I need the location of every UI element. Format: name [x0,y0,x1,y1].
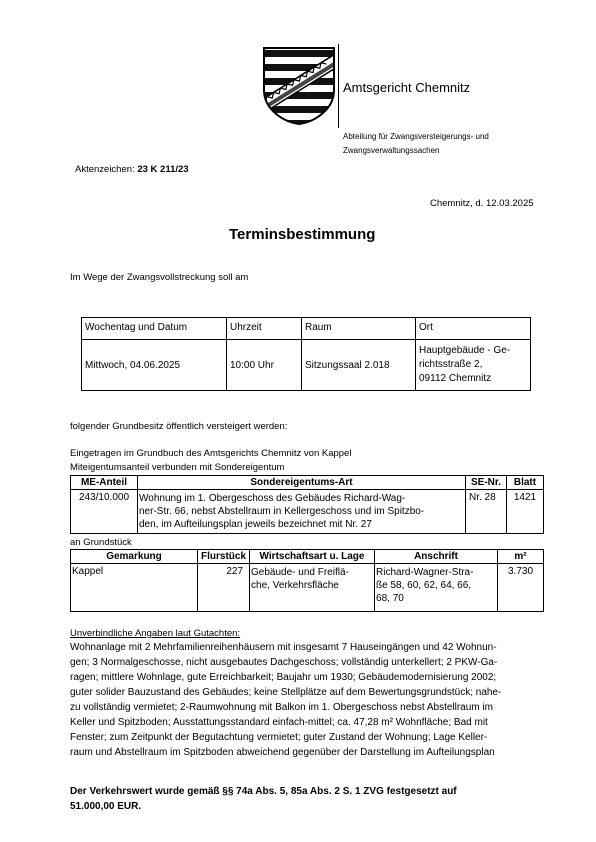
land-header-area: m² [498,550,544,564]
land-use [250,564,375,612]
ownership-table [70,475,544,534]
appraisal-line: zu vollständig vermietet; 2-Raumwohnung mit Balkon im 1. Obergeschoss nebst Abstellraum im [70,702,493,713]
valuation-line: Der Verkehrswert wurde gemäß §§ 74a Abs. 5, 85a Abs. 2 S. 1 ZVG festgesetzt auf [70,786,457,797]
place-date: Chemnitz, d. 12.03.2025 [430,198,534,209]
appointment-place [416,340,531,391]
ownership-type [138,490,466,534]
valuation-amount: 51.000,00 EUR. [70,801,142,812]
appointment-place-line: 09112 Chemnitz [419,373,492,384]
ownership-share: 243/10.000 [71,490,138,534]
ownership-sheet: 1421 [507,490,544,534]
appointment-place-line: richtsstraße 2, [419,359,483,370]
appointment-date: Mittwoch, 04.06.2025 [82,340,227,391]
land-address-line: ße 58, 60, 62, 64, 66, [376,580,472,591]
appointment-place-line: Hauptgebäude - Ge- [419,345,511,356]
department-line-2: Zwangsverwaltungssachen [343,146,440,155]
department-line-1: Abteilung für Zwangsversteigerungs- und [343,132,489,141]
ownership-type-line: Wohnung im 1. Obergeschoss des Gebäudes Richard-Wag- [139,493,406,504]
file-reference-number: 23 K 211/23 [137,164,189,175]
page-title: Terminsbestimmung [229,226,376,243]
appraisal-line: guter solider Bauzustand des Gebäudes; keine Stellplätze auf dem Bewertungsgrundstück; nahe- [70,687,502,698]
court-name: Amtsgericht Chemnitz [343,80,471,95]
ownership-se-nr: Nr. 28 [466,490,507,534]
land-area: 3.730 [498,564,544,612]
ownership-header-sheet: Blatt [507,476,544,490]
ownership-header-share: ME-Anteil [71,476,138,490]
ownership-type-line: ner-Str. 66, nebst Abstellraum in Kellergeschoss und im Spitzbo- [139,506,425,517]
file-reference [75,164,189,175]
land-use-line: che, Verkehrsfläche [251,580,339,591]
header-divider [338,44,339,128]
appraisal-line: Wohnanlage mit 2 Mehrfamilienreihenhäusern mit insgesamt 7 Hauseingängen und 42 Wohnun- [70,642,497,653]
appraisal-line: raum und Abstellraum im Spitzboden abweichend gegenüber der Darstellung im Aufteilungsplan [70,747,495,758]
land-table [70,549,544,612]
land-district: Kappel [71,564,198,612]
appraisal-line: gen; 3 Normalgeschosse, nicht ausgebautes Dachgeschoss; vollständig unterkellert; 2 PKW-Ga- [70,657,498,668]
ownership-header-type: Sondereigentums-Art [138,476,466,490]
valuation-statement [70,784,544,814]
register-line-2: Miteigentumsanteil verbunden mit Sondereigentum [70,462,285,473]
land-header-parcel: Flurstück [198,550,250,564]
register-line-1: Eingetragen im Grundbuch des Amtsgerichts Chemnitz von Kappel [70,448,352,459]
appraisal-text [70,640,544,760]
appraisal-line: Keller und Spitzboden; Ausstattungsstandard einfach-mittel; ca. 47,28 m² Wohnfläche; Bad mit [70,717,488,728]
land-parcel: 227 [198,564,250,612]
appointment-header-time: Uhrzeit [227,318,302,340]
appraisal-line: ragen; mittlere Wohnlage, gute Erreichbarkeit; Baujahr um 1930; Gebäudemodernisierung 2002; [70,672,497,683]
appointment-header-room: Raum [302,318,416,340]
land-header-district: Gemarkung [71,550,198,564]
land-header-address: Anschrift [375,550,498,564]
ownership-header-se-nr: SE-Nr. [466,476,507,490]
land-address [375,564,498,612]
appraisal-heading: Unverbindliche Angaben laut Gutachten: [70,628,241,639]
appointment-room: Sitzungssaal 2.018 [302,340,416,391]
appointment-time: 10:00 Uhr [227,340,302,391]
land-header-use: Wirtschaftsart u. Lage [250,550,375,564]
appointment-table [81,317,531,391]
appointment-header-place: Ort [416,318,531,340]
appraisal-line: Fenster; zum Zeitpunkt der Begutachtung vermietet; guter Zustand der Wohnung; Lage Keller- [70,732,488,743]
intro-text: Im Wege der Zwangsvollstreckung soll am [70,272,249,283]
auction-text: folgender Grundbesitz öffentlich versteigert werden: [70,421,288,432]
land-use-line: Gebäude- und Freiflä- [251,567,349,578]
coat-of-arms-logo [262,46,336,126]
land-address-line: Richard-Wagner-Stra- [376,567,474,578]
land-address-line: 68, 70 [376,593,404,604]
appointment-header-date: Wochentag und Datum [82,318,227,340]
land-label: an Grundstück [70,537,132,548]
ownership-type-line: den, im Aufteilungsplan jeweils bezeichnet mit Nr. 27 [139,519,372,530]
file-reference-label: Aktenzeichen: [75,164,138,175]
